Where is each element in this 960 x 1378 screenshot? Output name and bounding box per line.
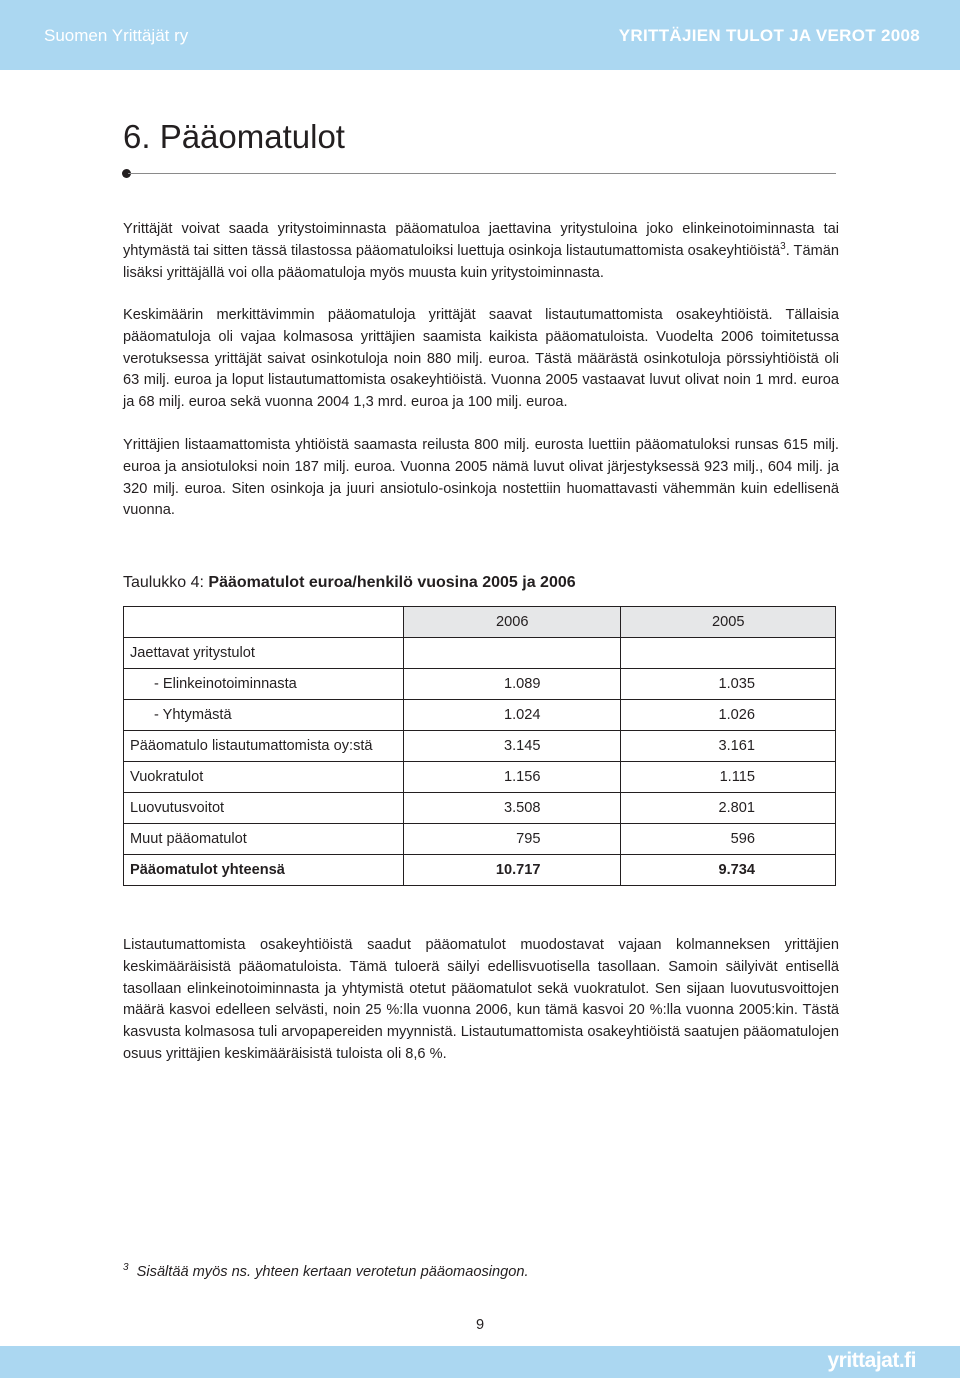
row-value-2005: 1.026: [621, 700, 836, 731]
footnote: [123, 1264, 529, 1280]
table-header-2005: 2005: [621, 607, 836, 638]
footnote-text: Sisältää myös ns. yhteen kertaan verotetun pääomaosingon.: [136, 1264, 529, 1280]
table-row: [124, 638, 836, 669]
row-label: Jaettavat yritystulot: [124, 638, 404, 669]
table-row: [124, 762, 836, 793]
row-label: - Yhtymästä: [124, 700, 404, 731]
header-report-title: YRITTÄJIEN TULOT JA VEROT 2008: [618, 26, 920, 45]
row-value-2005: 596: [621, 824, 836, 855]
paragraph-4: Listautumattomista osakeyhtiöistä saadut pääomatulot muodostavat vajaan kolmanneksen yrittäjien keskimääräisistä pääomatuloista. Tämä tuloerä säilyi edellisvuotisella tasollaan. Samoin säilyivät entisellä tasollaan elinkeinotoiminnasta ja yhtymistä otetut pääomatulot sekä vuokratulot. Sen sijaan luovutusvoittojen määrä kasvoi edelleen selvästi, noin 25 %:lla vuonna 2006, kun tämä kasvoi 20 %:lla vuonna 2005:kin. Tästä kasvusta kolmasosa tuli arvopapereiden myynnistä. Listautumattomista osakeyhtiöistä saatujen pääomatulojen osuus yrittäjien keskimääräisistä tuloista oli 8,6 %.: [123, 937, 839, 1062]
title-rule: [128, 173, 836, 174]
table-row: [124, 669, 836, 700]
row-value-2006: 795: [404, 824, 621, 855]
footer-bar: [0, 1346, 960, 1378]
paragraph-3: Yrittäjien listaamattomista yhtiöistä saamasta reilusta 800 milj. eurosta luettiin pääomatuloksi runsas 615 milj. euroa ja ansiotuloksi noin 187 milj. euroa. Vuonna 2005 nämä luvut olivat järjestyksessä 923 milj., 604 milj. ja 320 milj. euroa. Siten osinkoja ja juuri ansiotulo-osinkoja nostettiin huomattavasti vähemmän kuin edellisenä vuonna.: [123, 437, 839, 519]
table-row: [124, 824, 836, 855]
footer-logo: yrittajat.fi: [827, 1349, 916, 1372]
capital-income-table: [123, 606, 836, 886]
row-value-2005: 3.161: [621, 731, 836, 762]
row-value-2006: 1.156: [404, 762, 621, 793]
row-value-2006: 1.024: [404, 700, 621, 731]
row-label: Pääomatulot yhteensä: [124, 855, 404, 886]
table-row: [124, 793, 836, 824]
row-value-2006: 3.145: [404, 731, 621, 762]
table-row: [124, 700, 836, 731]
row-label: Muut pääomatulot: [124, 824, 404, 855]
table-total-row: [124, 855, 836, 886]
row-value-2005: [621, 638, 836, 669]
row-value-2005: 1.115: [621, 762, 836, 793]
row-value-2006: 3.508: [404, 793, 621, 824]
row-value-2005: 9.734: [621, 855, 836, 886]
table-header-row: [124, 607, 836, 638]
row-label: Vuokratulot: [124, 762, 404, 793]
table-row: [124, 731, 836, 762]
row-value-2006: 1.089: [404, 669, 621, 700]
row-value-2006: 10.717: [404, 855, 621, 886]
footnote-ref: 3: [780, 240, 786, 252]
table-caption: Taulukko 4: Pääomatulot euroa/henkilö vuosina 2005 ja 2006: [123, 574, 576, 591]
paragraph-1: Yrittäjät voivat saada yritystoiminnasta pääomatuloa jaettavina yritystuloina joko elinkeinotoiminnasta tai yhtymästä tai sitten tässä tilastossa pääomatuloiksi luettuja osinkoja listautumattomista osakeyhtiöistä$^3$. Tämän lisäksi yrittäjällä voi olla pääomatuloja myös muusta kuin yritystoiminnasta.: [123, 221, 839, 281]
footnote-number: 3: [123, 1262, 129, 1274]
row-value-2006: [404, 638, 621, 669]
row-value-2005: 2.801: [621, 793, 836, 824]
page-number: 9: [475, 1317, 485, 1333]
table-header-empty: [124, 607, 404, 638]
row-label: - Elinkeinotoiminnasta: [124, 669, 404, 700]
table-header-2006: 2006: [404, 607, 621, 638]
paragraph-2: Keskimäärin merkittävimmin pääomatuloja yrittäjät saavat listautumattomista osakeyhtiöistä. Tällaisia pääomatuloja oli vajaa kolmasosa yrittäjien saamista kaikista pääomatuloista. Vuodelta 2006 toimitetussa verotuksessa yrittäjät saivat osinkotuloja noin 880 milj. euroa. Tästä määrästä osinkotuloja pörssiyhtiöistä oli 63 milj. euroa ja loput listautumattomista osakeyhtiöistä. Vuonna 2005 vastaavat luvut olivat noin 1 mrd. euroa ja 68 milj. euroa sekä vuonna 2004 1,3 mrd. euroa ja 100 milj. euroa.: [123, 307, 839, 411]
row-label: Pääomatulo listautumattomista oy:stä: [124, 731, 404, 762]
chapter-title: 6. Pääomatulot: [123, 118, 345, 155]
row-label: Luovutusvoitot: [124, 793, 404, 824]
row-value-2005: 1.035: [621, 669, 836, 700]
header-org-name: Suomen Yrittäjät ry: [44, 26, 189, 45]
